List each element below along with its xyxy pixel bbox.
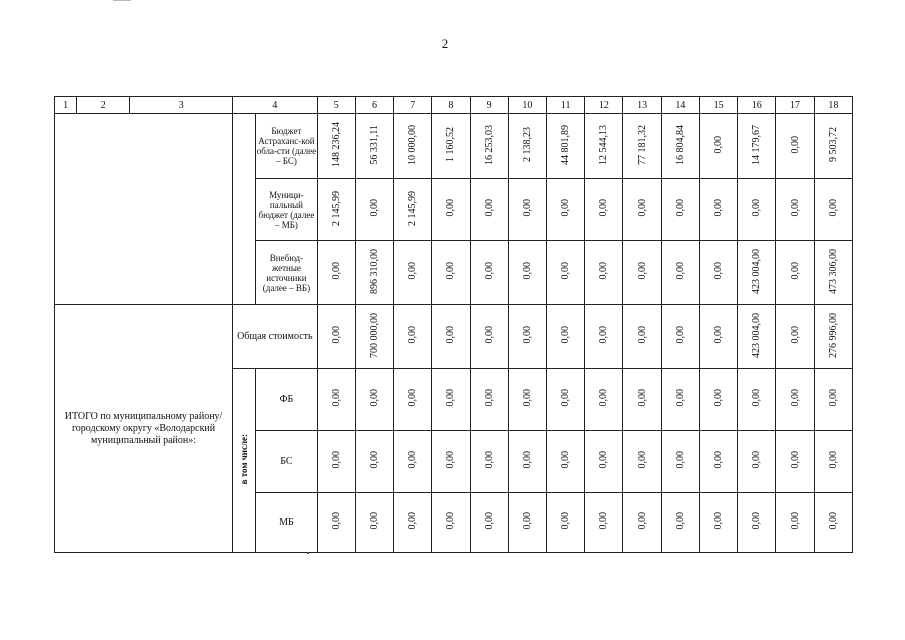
value-cell: 0,00 bbox=[508, 369, 546, 431]
blank-cell bbox=[55, 114, 233, 305]
value-cell: 700 000,00 bbox=[355, 305, 393, 369]
value-cell: 0,00 bbox=[661, 369, 699, 431]
value-cell: 0,00 bbox=[699, 241, 737, 305]
header-cell: 4 bbox=[233, 97, 318, 114]
value-cell: 0,00 bbox=[547, 179, 585, 241]
header-cell: 16 bbox=[738, 97, 776, 114]
general-cost-label: Общая стоимость bbox=[233, 305, 318, 369]
value-cell: 0,00 bbox=[585, 179, 623, 241]
value-cell: 0,00 bbox=[776, 369, 814, 431]
value-cell: 0,00 bbox=[317, 305, 355, 369]
value-cell: 0,00 bbox=[699, 493, 737, 553]
value-cell: 0,00 bbox=[470, 305, 508, 369]
value-cell: 1 160,52 bbox=[432, 114, 470, 179]
scan-speck bbox=[307, 552, 309, 554]
value-cell: 0,00 bbox=[432, 179, 470, 241]
value-cell: 0,00 bbox=[470, 431, 508, 493]
value-cell: 0,00 bbox=[661, 493, 699, 553]
value-cell: 0,00 bbox=[776, 305, 814, 369]
value-cell: 0,00 bbox=[776, 431, 814, 493]
header-cell: 9 bbox=[470, 97, 508, 114]
value-cell: 0,00 bbox=[432, 305, 470, 369]
including-label: в том числе: bbox=[239, 433, 250, 485]
header-cell: 6 bbox=[355, 97, 393, 114]
funding-label: Внебюд-жетные источники (далее – ВБ) bbox=[256, 241, 317, 305]
value-cell: 0,00 bbox=[394, 493, 432, 553]
value-cell: 14 179,67 bbox=[738, 114, 776, 179]
value-cell: 0,00 bbox=[814, 493, 852, 553]
value-cell: 0,00 bbox=[814, 179, 852, 241]
value-cell: 56 331,11 bbox=[355, 114, 393, 179]
header-cell: 14 bbox=[661, 97, 699, 114]
value-cell: 0,00 bbox=[547, 369, 585, 431]
value-cell: 0,00 bbox=[355, 369, 393, 431]
value-cell: 0,00 bbox=[661, 305, 699, 369]
value-cell: 423 004,00 bbox=[738, 305, 776, 369]
value-cell: 0,00 bbox=[623, 369, 661, 431]
value-cell: 2 138,23 bbox=[508, 114, 546, 179]
value-cell: 0,00 bbox=[776, 114, 814, 179]
value-cell: 0,00 bbox=[317, 241, 355, 305]
value-cell: 16 253,03 bbox=[470, 114, 508, 179]
value-cell: 0,00 bbox=[814, 431, 852, 493]
sub-row-label: ФБ bbox=[256, 369, 317, 431]
header-cell: 11 bbox=[547, 97, 585, 114]
funding-row-bs bbox=[55, 114, 853, 179]
value-cell: 0,00 bbox=[661, 179, 699, 241]
value-cell: 0,00 bbox=[394, 305, 432, 369]
value-cell: 0,00 bbox=[432, 431, 470, 493]
value-cell: 9 503,72 bbox=[814, 114, 852, 179]
value-cell: 0,00 bbox=[394, 241, 432, 305]
header-cell: 15 bbox=[699, 97, 737, 114]
including-label-cell bbox=[233, 369, 256, 553]
header-row bbox=[55, 97, 853, 114]
value-cell: 0,00 bbox=[355, 493, 393, 553]
value-cell: 0,00 bbox=[508, 179, 546, 241]
value-cell: 0,00 bbox=[547, 493, 585, 553]
funding-label: Бюджет Астраханс-кой обла-сти (далее – БС) bbox=[256, 114, 317, 179]
value-cell: 0,00 bbox=[776, 179, 814, 241]
header-cell: 7 bbox=[394, 97, 432, 114]
total-title: ИТОГО по муниципальному району/городскому округу «Володарский муниципальный район»: bbox=[55, 305, 233, 553]
value-cell: 0,00 bbox=[623, 179, 661, 241]
value-cell: 0,00 bbox=[547, 305, 585, 369]
value-cell: 0,00 bbox=[470, 369, 508, 431]
value-cell: 0,00 bbox=[470, 241, 508, 305]
value-cell: 0,00 bbox=[585, 305, 623, 369]
sub-row-label: МБ bbox=[256, 493, 317, 553]
value-cell: 0,00 bbox=[699, 369, 737, 431]
value-cell: 0,00 bbox=[623, 493, 661, 553]
budget-table bbox=[54, 96, 853, 553]
value-cell: 0,00 bbox=[470, 493, 508, 553]
header-cell: 17 bbox=[776, 97, 814, 114]
header-cell: 8 bbox=[432, 97, 470, 114]
header-cell: 2 bbox=[77, 97, 130, 114]
total-general-row bbox=[55, 305, 853, 369]
value-cell: 0,00 bbox=[585, 493, 623, 553]
header-cell: 5 bbox=[317, 97, 355, 114]
value-cell: 0,00 bbox=[547, 431, 585, 493]
value-cell: 0,00 bbox=[585, 369, 623, 431]
value-cell: 0,00 bbox=[738, 431, 776, 493]
value-cell: 10 000,00 bbox=[394, 114, 432, 179]
value-cell: 0,00 bbox=[699, 114, 737, 179]
value-cell: 423 004,00 bbox=[738, 241, 776, 305]
value-cell: 0,00 bbox=[432, 493, 470, 553]
value-cell: 0,00 bbox=[317, 369, 355, 431]
value-cell: 2 145,99 bbox=[394, 179, 432, 241]
value-cell: 16 804,84 bbox=[661, 114, 699, 179]
sub-row-label: БС bbox=[256, 431, 317, 493]
value-cell: 0,00 bbox=[394, 431, 432, 493]
header-cell: 13 bbox=[623, 97, 661, 114]
page-number: 2 bbox=[441, 36, 449, 51]
value-cell: 0,00 bbox=[508, 431, 546, 493]
value-cell: 44 801,89 bbox=[547, 114, 585, 179]
value-cell: 0,00 bbox=[394, 369, 432, 431]
value-cell: 0,00 bbox=[355, 179, 393, 241]
header-cell: 3 bbox=[130, 97, 233, 114]
value-cell: 0,00 bbox=[814, 369, 852, 431]
value-cell: 0,00 bbox=[432, 241, 470, 305]
value-cell: 0,00 bbox=[661, 241, 699, 305]
value-cell: 0,00 bbox=[547, 241, 585, 305]
value-cell: 2 145,99 bbox=[317, 179, 355, 241]
value-cell: 0,00 bbox=[738, 493, 776, 553]
header-cell: 18 bbox=[814, 97, 852, 114]
value-cell: 896 310,00 bbox=[355, 241, 393, 305]
blank-cell bbox=[233, 114, 256, 305]
value-cell: 12 544,13 bbox=[585, 114, 623, 179]
value-cell: 0,00 bbox=[585, 241, 623, 305]
value-cell: 0,00 bbox=[317, 493, 355, 553]
header-cell: 1 bbox=[55, 97, 77, 114]
value-cell: 0,00 bbox=[355, 431, 393, 493]
value-cell: 0,00 bbox=[432, 369, 470, 431]
value-cell: 0,00 bbox=[623, 241, 661, 305]
value-cell: 276 996,00 bbox=[814, 305, 852, 369]
value-cell: 0,00 bbox=[738, 179, 776, 241]
scan-mark bbox=[113, 0, 131, 1]
value-cell: 0,00 bbox=[623, 305, 661, 369]
value-cell: 0,00 bbox=[699, 431, 737, 493]
header-cell: 12 bbox=[585, 97, 623, 114]
funding-label: Муници-пальный бюджет (далее – МБ) bbox=[256, 179, 317, 241]
value-cell: 0,00 bbox=[776, 241, 814, 305]
value-cell: 148 236,24 bbox=[317, 114, 355, 179]
value-cell: 0,00 bbox=[661, 431, 699, 493]
value-cell: 0,00 bbox=[699, 179, 737, 241]
value-cell: 0,00 bbox=[585, 431, 623, 493]
value-cell: 0,00 bbox=[776, 493, 814, 553]
value-cell: 0,00 bbox=[508, 493, 546, 553]
value-cell: 473 306,00 bbox=[814, 241, 852, 305]
header-cell: 10 bbox=[508, 97, 546, 114]
value-cell: 0,00 bbox=[508, 305, 546, 369]
value-cell: 0,00 bbox=[317, 431, 355, 493]
value-cell: 0,00 bbox=[470, 179, 508, 241]
value-cell: 0,00 bbox=[508, 241, 546, 305]
value-cell: 0,00 bbox=[699, 305, 737, 369]
value-cell: 0,00 bbox=[738, 369, 776, 431]
value-cell: 77 181,32 bbox=[623, 114, 661, 179]
value-cell: 0,00 bbox=[623, 431, 661, 493]
